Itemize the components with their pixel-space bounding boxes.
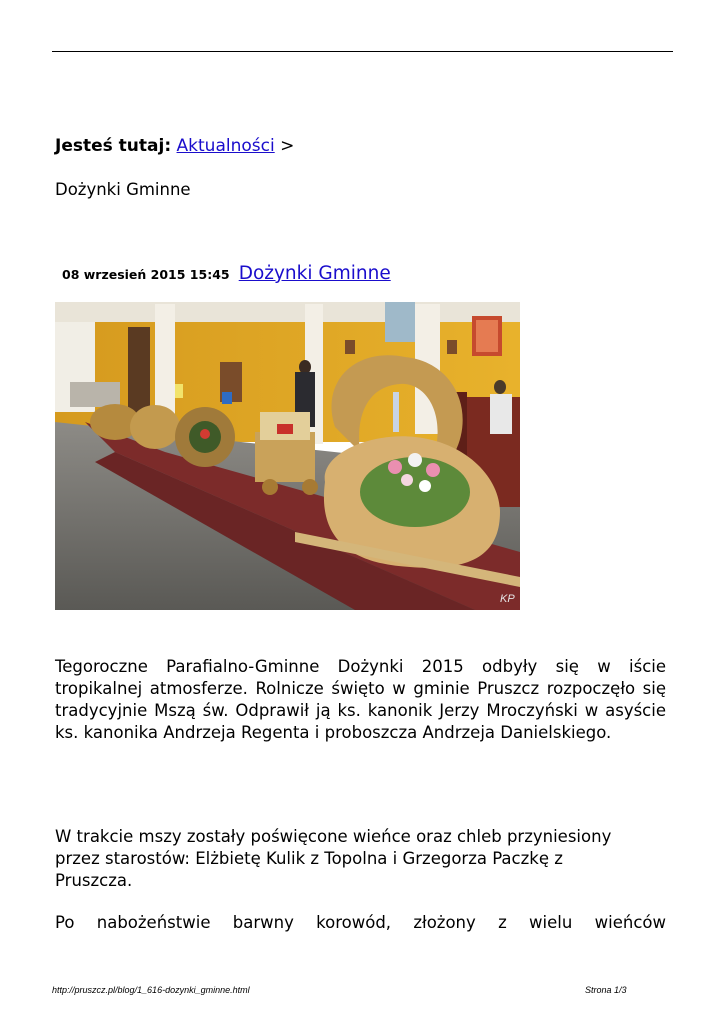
breadcrumb-current: Dożynki Gminne: [55, 180, 191, 199]
footer-url: http://pruszcz.pl/blog/1_616-dozynki_gminne.html: [52, 985, 250, 995]
post-title-link[interactable]: Dożynki Gminne: [238, 263, 391, 284]
photo-watermark: KP: [500, 593, 515, 605]
article-paragraph-3: Po nabożeństwie barwny korowód, złożony z wielu wieńców: [55, 913, 666, 932]
breadcrumb-separator: >: [280, 136, 295, 156]
post-header: [62, 263, 391, 284]
paragraph-2-line: przez starostów: Elżbietę Kulik z Topolna i Grzegorza Paczkę z: [55, 849, 563, 868]
post-date: 08 wrzesień 2015 15:45: [62, 267, 230, 282]
breadcrumb: [55, 135, 294, 157]
footer-page-number: Strona 1/3: [585, 985, 627, 995]
article-photo: [55, 302, 520, 610]
article-paragraph-1: Tegoroczne Parafialno-Gminne Dożynki 2015 odbyły się w iście tropikalnej atmosferze. Rolnicze święto w gminie Pruszcz rozpoczęło się tradycyjnie Mszą św. Odprawił ją ks. kanonik Jerzy Mroczyński w asyście ks. kanonika Andrzeja Regenta i proboszcza Andrzeja Danielskiego.: [55, 657, 666, 742]
breadcrumb-link-aktualnosci[interactable]: Aktualności: [176, 136, 275, 156]
article-paragraph-2: [55, 826, 666, 892]
header-rule: [52, 51, 673, 52]
paragraph-2-line: W trakcie mszy zostały poświęcone wieńce oraz chleb przyniesiony: [55, 827, 612, 846]
breadcrumb-label: Jesteś tutaj:: [55, 136, 172, 156]
paragraph-2-line: Pruszcza.: [55, 871, 133, 890]
